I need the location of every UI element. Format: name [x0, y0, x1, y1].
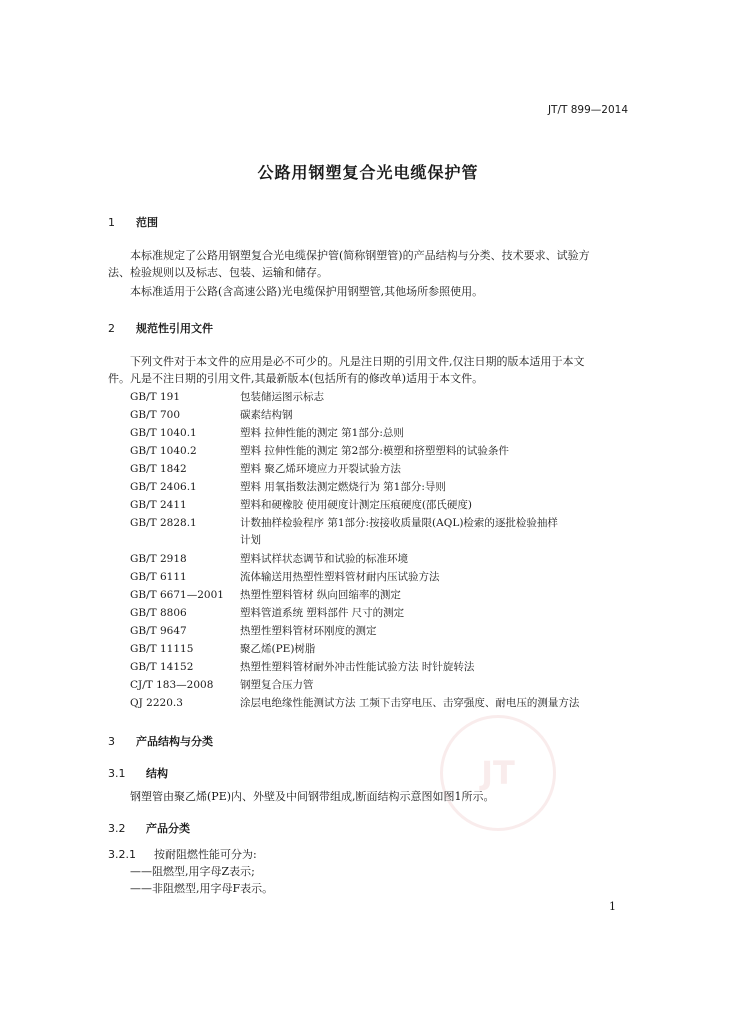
reference-code: GB/T 6671—2001	[130, 589, 224, 601]
reference-title: 热塑性塑料管材 纵向回缩率的测定	[240, 589, 401, 601]
reference-title: 塑料 拉伸性能的测定 第1部分:总则	[240, 427, 404, 439]
reference-row	[130, 443, 509, 460]
clause-3-2-1	[108, 846, 257, 862]
reference-title: 塑料 用氧指数法测定燃烧行为 第1部分:导则	[240, 481, 446, 493]
section-number: 1	[108, 216, 115, 229]
text-line: 本标准规定了公路用钢塑复合光电缆保护管(简称钢塑管)的产品结构与分类、技术要求、试验方	[130, 249, 590, 262]
reference-title: 流体输送用热塑性塑料管材耐内压试验方法	[240, 571, 440, 583]
section-1-paragraph-1	[108, 247, 630, 281]
reference-row	[130, 407, 293, 424]
reference-title: 涂层电绝缘性能测试方法 工频下击穿电压、击穿强度、耐电压的测量方法	[240, 697, 580, 709]
subsection-title: 结构	[146, 767, 168, 780]
reference-row	[130, 641, 315, 658]
clause-number: 3.2.1	[108, 848, 136, 861]
reference-title	[240, 515, 558, 549]
watermark-text: JT	[481, 754, 515, 792]
watermark-logo	[440, 715, 556, 831]
reference-title: 聚乙烯(PE)树脂	[240, 643, 316, 655]
subsection-3-1-heading	[108, 765, 168, 781]
reference-row	[130, 461, 401, 478]
reference-title: 热塑性塑料管材环刚度的测定	[240, 625, 377, 637]
reference-row	[130, 677, 314, 694]
reference-code: GB/T 2828.1	[130, 517, 197, 529]
section-1-heading	[108, 214, 158, 230]
reference-row	[130, 695, 579, 712]
reference-code: GB/T 2918	[130, 553, 187, 565]
section-2-heading	[108, 320, 213, 336]
standard-code: JT/T 899—2014	[547, 104, 628, 116]
subsection-number: 3.1	[108, 767, 126, 780]
reference-title: 塑料试样状态调节和试验的标准环境	[240, 553, 408, 565]
document-title: 公路用钢塑复合光电缆保护管	[257, 163, 479, 182]
reference-title: 塑料和硬橡胶 使用硬度计测定压痕硬度(邵氏硬度)	[240, 499, 473, 511]
reference-code: GB/T 2406.1	[130, 481, 197, 493]
section-title: 规范性引用文件	[136, 322, 213, 335]
reference-code: CJ/T 183—2008	[130, 679, 214, 691]
reference-row	[130, 605, 404, 622]
subsection-3-1-text	[108, 788, 630, 805]
reference-title: 碳素结构钢	[240, 409, 293, 421]
reference-row	[130, 425, 404, 442]
reference-code: GB/T 191	[130, 391, 181, 403]
reference-title: 热塑性塑料管材耐外冲击性能试验方法 时针旋转法	[240, 661, 475, 673]
reference-row	[130, 497, 472, 514]
reference-title-line: 计划	[240, 534, 261, 546]
section-number: 3	[108, 735, 115, 748]
subsection-title: 产品分类	[146, 822, 190, 835]
reference-row	[130, 659, 474, 676]
reference-title-line: 计数抽样检验程序 第1部分:按接收质量限(AQL)检索的逐批检验抽样	[240, 517, 558, 529]
section-title: 产品结构与分类	[136, 735, 213, 748]
reference-code: QJ 2220.3	[130, 697, 183, 709]
section-2-intro	[108, 353, 630, 387]
reference-code: GB/T 1040.1	[130, 427, 197, 439]
reference-row	[130, 389, 324, 406]
reference-title: 钢塑复合压力管	[240, 679, 314, 691]
reference-code: GB/T 9647	[130, 625, 187, 637]
reference-row	[130, 515, 558, 549]
reference-code: GB/T 1040.2	[130, 445, 197, 457]
text-line: 法、检验规则以及标志、包装、运输和储存。	[108, 266, 328, 279]
section-title: 范围	[136, 216, 158, 229]
reference-title: 塑料 聚乙烯环境应力开裂试验方法	[240, 463, 401, 475]
reference-title: 塑料 拉伸性能的测定 第2部分:模塑和挤塑塑料的试验条件	[240, 445, 509, 457]
subsection-number: 3.2	[108, 822, 126, 835]
reference-code: GB/T 14152	[130, 661, 194, 673]
text-line: 下列文件对于本文件的应用是必不可少的。凡是注日期的引用文件,仅注日期的版本适用于本文	[130, 355, 585, 368]
reference-row	[130, 623, 377, 640]
list-item: ——非阻燃型,用字母F表示。	[130, 882, 274, 895]
reference-row	[130, 551, 408, 568]
section-3-heading	[108, 733, 213, 749]
page-number: 1	[609, 900, 616, 913]
reference-code: GB/T 11115	[130, 643, 194, 655]
reference-title: 包装储运图示标志	[240, 391, 324, 403]
reference-title: 塑料管道系统 塑料部件 尺寸的测定	[240, 607, 405, 619]
section-number: 2	[108, 322, 115, 335]
reference-row	[130, 587, 401, 604]
reference-code: GB/T 2411	[130, 499, 187, 511]
text-line: 件。凡是不注日期的引用文件,其最新版本(包括所有的修改单)适用于本文件。	[108, 372, 484, 385]
section-1-paragraph-2	[108, 283, 630, 300]
reference-row	[130, 479, 446, 496]
reference-code: GB/T 1842	[130, 463, 187, 475]
reference-row	[130, 569, 440, 586]
reference-code: GB/T 700	[130, 409, 181, 421]
subsection-3-2-heading	[108, 820, 190, 836]
reference-code: GB/T 6111	[130, 571, 187, 583]
list-item: ——阻燃型,用字母Z表示;	[130, 865, 255, 878]
reference-code: GB/T 8806	[130, 607, 187, 619]
text-line: 钢塑管由聚乙烯(PE)内、外壁及中间钢带组成,断面结构示意图如图1所示。	[130, 790, 495, 803]
text-line: 本标准适用于公路(含高速公路)光电缆保护用钢塑管,其他场所参照使用。	[130, 285, 484, 298]
clause-text: 按耐阻燃性能可分为:	[154, 848, 257, 861]
